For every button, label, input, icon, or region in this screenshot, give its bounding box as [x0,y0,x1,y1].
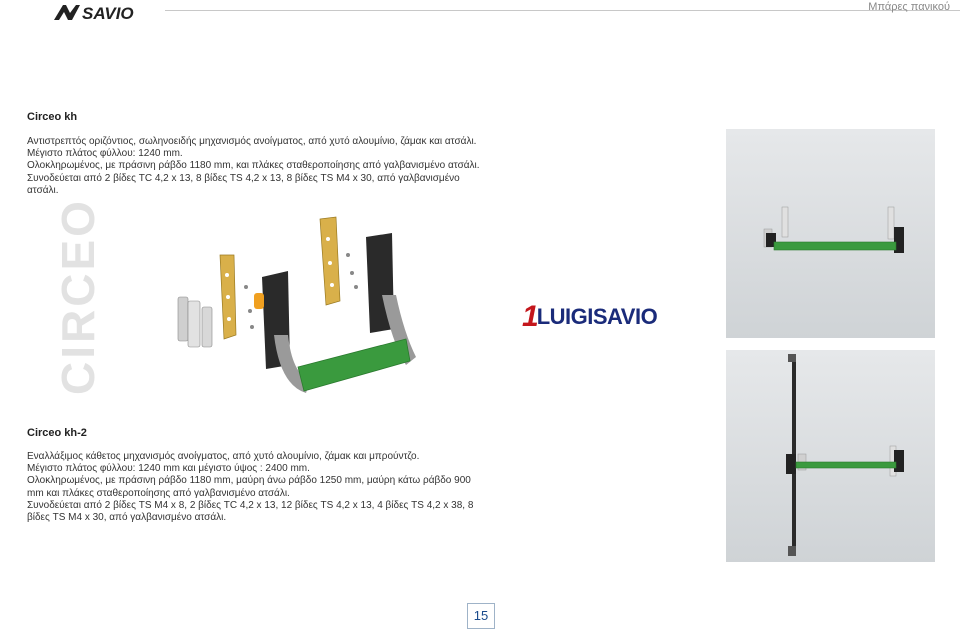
horizontal-panic-bar-icon [726,129,935,338]
series-name-vertical: CIRCEO [52,198,104,395]
desc-line: Εναλλάξιμος κάθετος μηχανισμός ανοίγματος, από χυτό αλουμίνιο, ζάμακ και μπρούντζο. [27,451,420,462]
av-savio-logo-icon [52,3,156,21]
plate-icon [178,297,188,341]
desc-line: Αντιστρεπτός οριζόντιος, σωληνοειδής μηχανισμός ανοίγματος, από χυτό αλουμίνιο, ζάμακ και ατσάλι. [27,136,477,147]
page-number: 15 [467,603,495,629]
desc-line: Συνοδεύεται από 2 βίδες TS M4 x 8, 2 βίδες TC 4,2 x 13, 12 βίδες TS 4,2 x 13, 4 βίδες TS 4,2 x 38, 8 [27,499,474,511]
green-push-bar-icon [298,339,410,391]
luigisavio-wordmark: LUIGISAVIO [536,304,658,329]
orange-cap-icon [254,293,264,309]
svg-text:SAVIO: SAVIO [82,4,134,21]
plate-icon [188,301,200,347]
desc-line: ατσάλι. [27,184,59,196]
desc-line: Συνοδεύεται από 2 βίδες TC 4,2 x 13, 8 βίδες TS 4,2 x 13, 8 βίδες TS M4 x 30, από γαλβανισμένο [27,172,460,184]
photo-circeo-kh-2 [726,350,935,562]
photo-circeo-kh [726,129,935,338]
plate-icon [202,307,212,347]
desc-line: mm και πλάκες σταθεροποίησης από γαλβανισμένο ατσάλι. [27,487,290,499]
panic-bar-exploded-illustration [170,215,430,415]
category-label: Μπάρες πανικού [868,1,950,13]
product-title-circeo-kh: Circeo kh [27,111,78,123]
luigisavio-logo [522,302,657,332]
desc-line: Μέγιστο πλάτος φύλλου: 1240 mm και μέγιστο ύψος : 2400 mm. [27,463,310,475]
brand-logo [52,3,156,26]
desc-line: βίδες TS M4 x 30, από γαλβανισμένο ατσάλι. [27,512,227,524]
desc-line: Ολοκληρωμένος, με πράσινη ράβδο 1180 mm, και πλάκες σταθεροποίησης από γαλβανισμένο ατσάλι. [27,160,480,172]
product-title-circeo-kh-2: Circeo kh-2 [27,427,87,439]
header-divider [165,10,960,11]
desc-line: Ολοκληρωμένος, με πράσινη ράβδο 1180 mm, μαύρη άνω ράβδο 1250 mm, μαύρη κάτω ράβδο 900 [27,475,471,487]
product-description-circeo-kh [27,136,480,197]
desc-line: Μέγιστο πλάτος φύλλου: 1240 mm. [27,148,183,160]
product-description-circeo-kh-2 [27,451,473,524]
luigisavio-mark-icon: 1 [522,300,539,333]
vertical-panic-bar-icon [726,350,935,562]
